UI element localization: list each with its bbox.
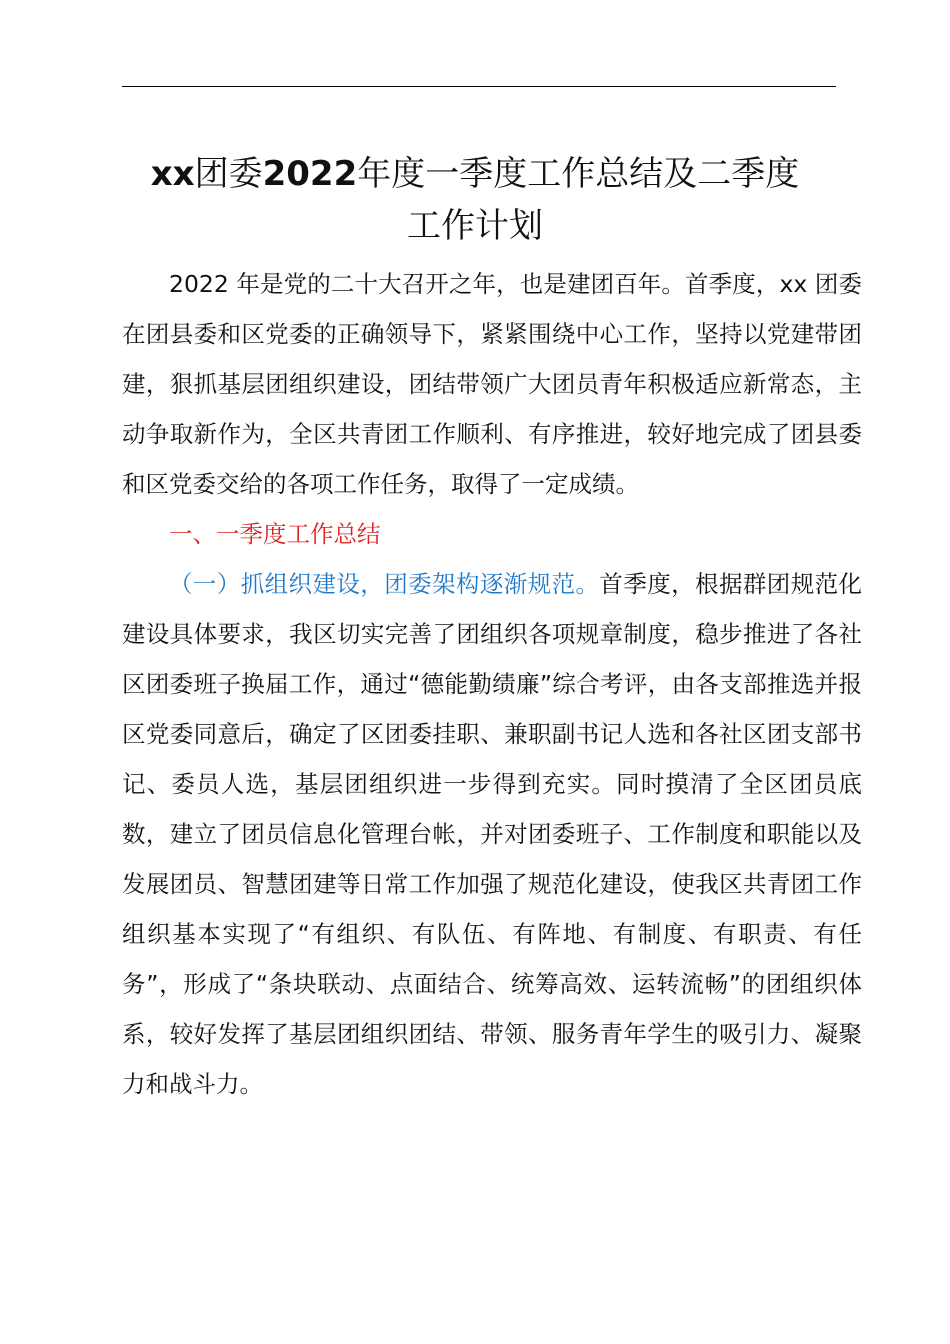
- section-heading: 一、一季度工作总结: [169, 520, 381, 548]
- title-line2: 工作计划: [407, 206, 543, 246]
- title-year: 2022: [262, 154, 358, 194]
- title-line1-rest: 年度一季度工作总结及二季度: [357, 154, 800, 194]
- document-title: [100, 148, 850, 252]
- title-prefix: xx: [150, 154, 195, 194]
- title-org: 团委: [194, 154, 263, 194]
- subsection-paragraph: [122, 559, 862, 1109]
- document-body: [122, 259, 862, 1109]
- intro-paragraph: 2022 年是党的二十大召开之年，也是建团百年。首季度，xx 团委在团县委和区党委的正确领导下，紧紧围绕中心工作，坚持以党建带团建，狠抓基层团组织建设，团结带领广大团员青年积极适应新常态，主动争取新作为，全区共青团工作顺利、有序推进，较好地完成了团县委和区党委交给的各项工作任务，取得了一定成绩。: [122, 270, 862, 498]
- header-rule: [122, 86, 836, 87]
- subsection-body: 首季度，根据群团规范化建设具体要求，我区切实完善了团组织各项规章制度，稳步推进了各社区团委班子换届工作，通过“德能勤绩廉”综合考评，由各支部推选并报区党委同意后，确定了区团委挂职、兼职副书记人选和各社区团支部书记、委员人选，基层团组织进一步得到充实。同时摸清了全区团员底数，建立了团员信息化管理台帐，并对团委班子、工作制度和职能以及发展团员、智慧团建等日常工作加强了规范化建设，使我区共青团工作组织基本实现了“有组织、有队伍、有阵地、有制度、有职责、有任务”，形成了“条块联动、点面结合、统筹高效、运转流畅”的团组织体系，较好发挥了基层团组织团结、带领、服务青年学生的吸引力、凝聚力和战斗力。: [122, 570, 863, 1098]
- subsection-heading: （一）抓组织建设，团委架构逐渐规范。: [169, 570, 600, 598]
